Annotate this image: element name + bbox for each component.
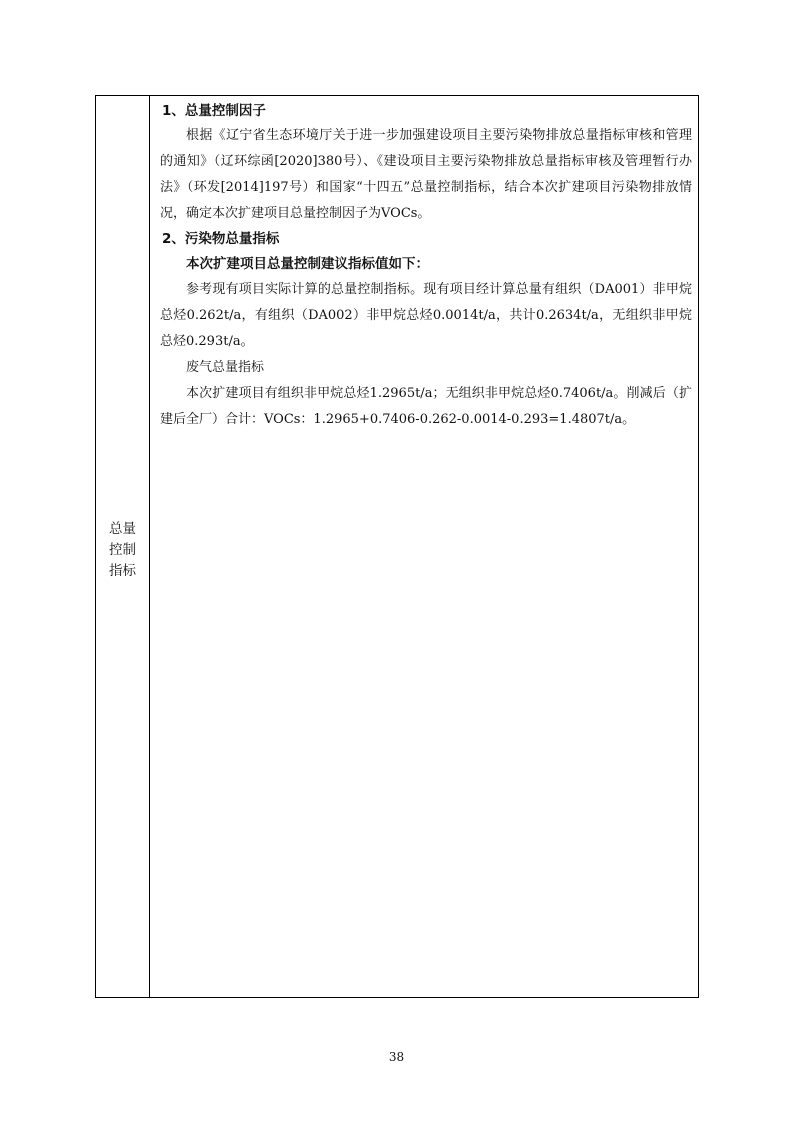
section-1-heading: 1、总量控制因子 <box>162 103 266 119</box>
section-2-subtitle: 废气总量指标 <box>186 360 265 375</box>
section-2-paragraph-expansion: 本次扩建项目有组织非甲烷总烃1.2965t/a；无组织非甲烷总烃0.7406t/a。削减后（扩建后全厂）合计：VOCs：1.2965+0.7406-0.262-0.0014-0.293=1.4807t/a。 <box>160 386 692 427</box>
section-control-factor <box>160 99 692 227</box>
section-pollutant-total <box>160 227 692 433</box>
row-label: 总量控制指标 <box>109 521 136 579</box>
section-1-paragraph: 根据《辽宁省生态环境厅关于进一步加强建设项目主要污染物排放总量指标审核和管理的通知》（辽环综函[2020]380号）、《建设项目主要污染物排放总量指标审核及管理暂行办法》（环发[2014]197号）和国家“十四五”总量控制指标，结合本次扩建项目污染物排放情况，确定本次扩建项目总量控制因子为VOCs。 <box>160 128 692 221</box>
content-cell <box>150 96 698 997</box>
section-2-paragraph-existing: 参考现有项目实际计算的总量控制指标。现有项目经计算总量有组织（DA001）非甲烷总烃0.262t/a，有组织（DA002）非甲烷总烃0.0014t/a，共计0.2634t/a，无组织非甲烷总烃0.293t/a。 <box>160 282 692 349</box>
section-2-subheading: 本次扩建项目总量控制建议指标值如下： <box>186 256 429 272</box>
control-indicator-table <box>95 95 699 998</box>
row-label-cell <box>96 96 150 997</box>
section-2-heading: 2、污染物总量指标 <box>162 231 280 247</box>
page-number: 38 <box>388 1050 405 1064</box>
